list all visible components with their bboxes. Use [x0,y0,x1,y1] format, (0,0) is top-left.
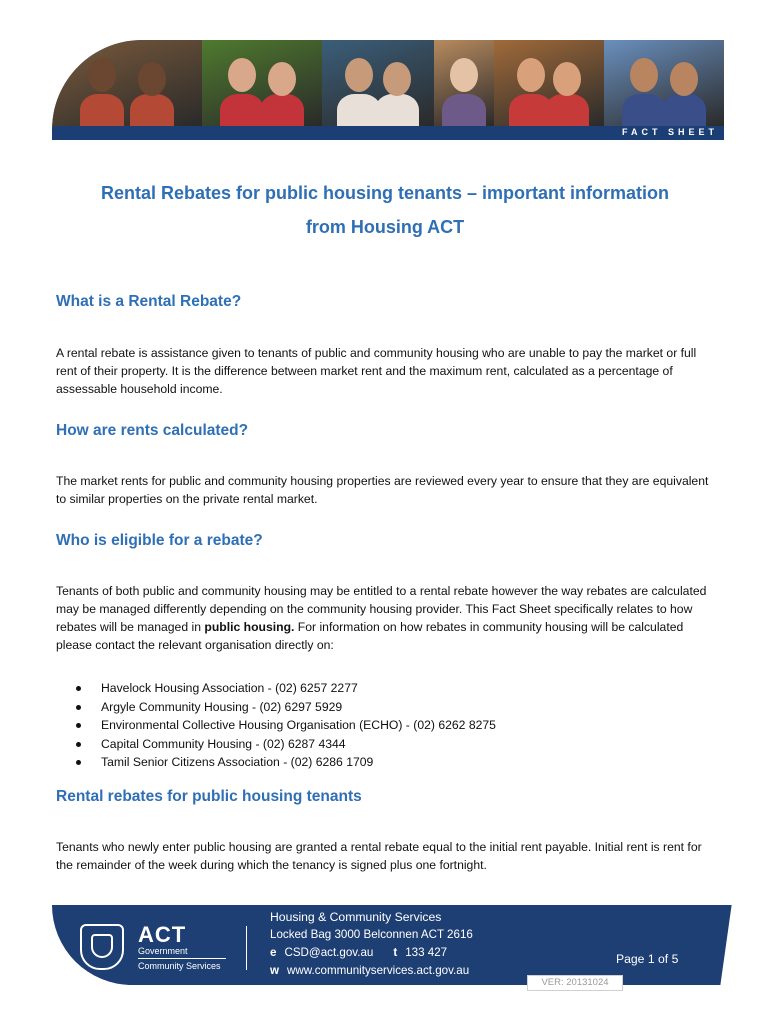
footer-web [270,962,473,980]
contact-text: Havelock Housing Association - (02) 6257 2277 [101,681,358,695]
photo-couple [604,40,724,126]
logo-act-text: ACT [138,922,187,947]
list-item [74,716,496,735]
footer-email-phone [270,944,473,962]
document-title [40,176,730,244]
photo-children [52,40,202,126]
footer-address: Locked Bag 3000 Belconnen ACT 2616 [270,928,473,941]
who-text-bold: public housing. [204,620,295,634]
title-line-1: Rental Rebates for public housing tenants – important information [100,183,670,203]
logo-directorate-text: Community Services [138,961,221,971]
heading-what-is-rebate: What is a Rental Rebate? [56,293,242,310]
header-banner [52,40,724,140]
heading-who-eligible: Who is eligible for a rebate? [56,532,263,549]
footer-org-name: Housing & Community Services [270,910,442,924]
title-line-2: from Housing ACT [305,217,465,237]
footer-divider [246,926,247,970]
contact-text: Tamil Senior Citizens Association - (02) 6286 1709 [101,755,374,770]
bullet-icon [76,760,81,765]
email-label: e [270,946,277,959]
version-label: VER: 20131024 [527,975,623,991]
photo-elderly-woman [434,40,494,126]
who-text-end: For information on how rebates in community housing will be calculated please contact the relevant organisation directly on: [56,620,684,652]
list-item [74,698,496,717]
paragraph-how-rents-calculated: The market rents for public and community housing properties are reviewed every year to ensure that they are equivalent to similar properties on the private rental market. [56,474,709,506]
photo-family [202,40,322,126]
fact-sheet-label: FACT SHEET [621,127,718,137]
logo-divider [138,958,226,959]
footer-phone: 133 427 [405,946,448,959]
contact-text: Capital Community Housing - (02) 6287 4344 [101,736,346,751]
photo-hands [322,40,434,126]
phone-label: t [393,946,398,959]
list-item [74,753,496,772]
paragraph-who-eligible [56,582,716,654]
bullet-icon [76,742,81,747]
footer-web-link[interactable]: www.communityservices.act.gov.au [287,964,470,977]
footer-contact-info [270,908,473,980]
heading-public-housing-rebates: Rental rebates for public housing tenants [56,788,362,805]
paragraph-public-housing-rebates: Tenants who newly enter public housing are granted a rental rebate equal to the initial rent payable. Initial rent is rent for the remainder of the week during which the tenancy is signed plus one fortnight. [56,840,702,872]
logo-government-text: Government [138,946,188,956]
bullet-icon [76,705,81,710]
bullet-icon [76,686,81,691]
page-number: Page 1 of 5 [616,952,679,966]
contact-text: Argyle Community Housing - (02) 6297 5929 [101,699,343,714]
list-item [74,735,496,754]
contact-list [74,679,496,772]
heading-how-rents-calculated: How are rents calculated? [56,422,249,439]
photo-women-laughing [494,40,604,126]
crest-icon [80,924,124,970]
photo-strip [52,40,724,126]
footer-email-link[interactable]: CSD@act.gov.au [284,946,374,959]
list-item [74,679,496,698]
web-label: w [270,964,280,977]
act-government-logo [80,922,240,974]
paragraph-what-is-rebate: A rental rebate is assistance given to tenants of public and community housing who are unable to pay the market or full rent of their property. It is the difference between market rent and the maximum rent, calculated as a percentage of assessable household income. [56,346,697,396]
contact-text: Environmental Collective Housing Organisation (ECHO) - (02) 6262 8275 [101,718,496,733]
who-text-start: Tenants of both public and community housing may be entitled to a rental rebate however the way rebates are calculated may be managed differently depending on the community housing provider. This Fact Sheet specifically relates to how rebates will be managed in [56,584,707,634]
bullet-icon [76,723,81,728]
